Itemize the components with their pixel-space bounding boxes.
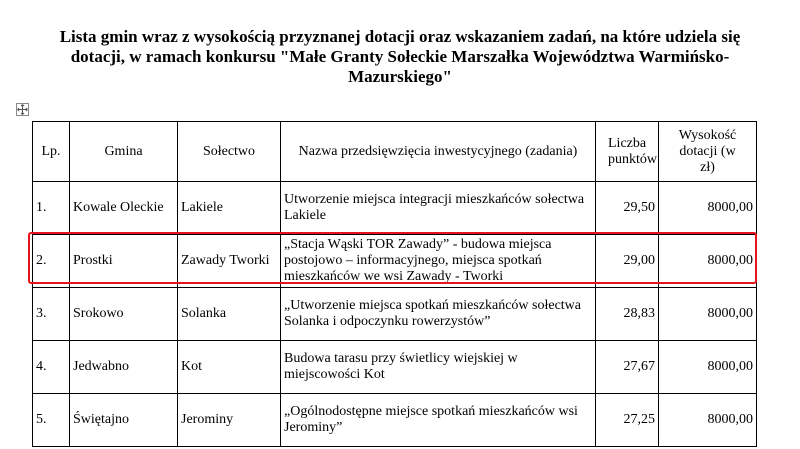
grants-table	[32, 121, 757, 447]
cell-gmina: Srokowo	[70, 288, 178, 341]
header-dotacja: Wysokość dotacji (w zł)	[659, 122, 757, 182]
cell-lp: 3.	[33, 288, 70, 341]
cell-nazwa: Utworzenie miejsca integracji mieszkańców sołectwa Lakiele	[281, 182, 596, 235]
cell-punkty: 28,83	[596, 288, 659, 341]
cell-solectwo: Zawady Tworki	[178, 235, 281, 288]
cell-dotacja: 8000,00	[659, 235, 757, 288]
table-row	[33, 394, 757, 447]
cell-dotacja: 8000,00	[659, 394, 757, 447]
cell-gmina: Prostki	[70, 235, 178, 288]
header-nazwa: Nazwa przedsięwzięcia inwestycyjnego (zadania)	[281, 122, 596, 182]
cell-punkty: 29,00	[596, 235, 659, 288]
cell-lp: 2.	[33, 235, 70, 288]
cell-solectwo: Lakiele	[178, 182, 281, 235]
cell-solectwo: Solanka	[178, 288, 281, 341]
cell-solectwo: Jerominy	[178, 394, 281, 447]
table-row-highlighted	[33, 235, 757, 288]
cell-nazwa: „Stacja Wąski TOR Zawady” - budowa miejsca postojowo – informacyjnego, miejsca spotkań mieszkańców we wsi Zawady - Tworki	[281, 235, 596, 288]
table-move-handle[interactable]	[16, 103, 29, 116]
table-row	[33, 341, 757, 394]
table-row	[33, 182, 757, 235]
move-arrows-icon	[17, 104, 28, 115]
cell-punkty: 27,67	[596, 341, 659, 394]
table-row	[33, 288, 757, 341]
document-title: Lista gmin wraz z wysokością przyznanej dotacji oraz wskazaniem zadań, na które udziela się dotacji, w ramach konkursu "Małe Granty Sołeckie Marszałka Województwa Warmińsko-Mazurskiego"	[59, 27, 741, 86]
cell-gmina: Świętajno	[70, 394, 178, 447]
cell-dotacja: 8000,00	[659, 182, 757, 235]
header-solectwo: Sołectwo	[178, 122, 281, 182]
cell-punkty: 27,25	[596, 394, 659, 447]
table-header-row	[33, 122, 757, 182]
cell-dotacja: 8000,00	[659, 288, 757, 341]
cell-gmina: Kowale Oleckie	[70, 182, 178, 235]
header-punkty: Liczba punktów	[596, 122, 659, 182]
header-lp: Lp.	[33, 122, 70, 182]
cell-lp: 4.	[33, 341, 70, 394]
cell-nazwa: „Ogólnodostępne miejsce spotkań mieszkańców wsi Jerominy”	[281, 394, 596, 447]
cell-lp: 1.	[33, 182, 70, 235]
header-gmina: Gmina	[70, 122, 178, 182]
cell-nazwa: „Utworzenie miejsca spotkań mieszkańców sołectwa Solanka i odpoczynku rowerzystów”	[281, 288, 596, 341]
cell-lp: 5.	[33, 394, 70, 447]
cell-nazwa: Budowa tarasu przy świetlicy wiejskiej w miejscowości Kot	[281, 341, 596, 394]
cell-gmina: Jedwabno	[70, 341, 178, 394]
cell-punkty: 29,50	[596, 182, 659, 235]
cell-solectwo: Kot	[178, 341, 281, 394]
cell-dotacja: 8000,00	[659, 341, 757, 394]
